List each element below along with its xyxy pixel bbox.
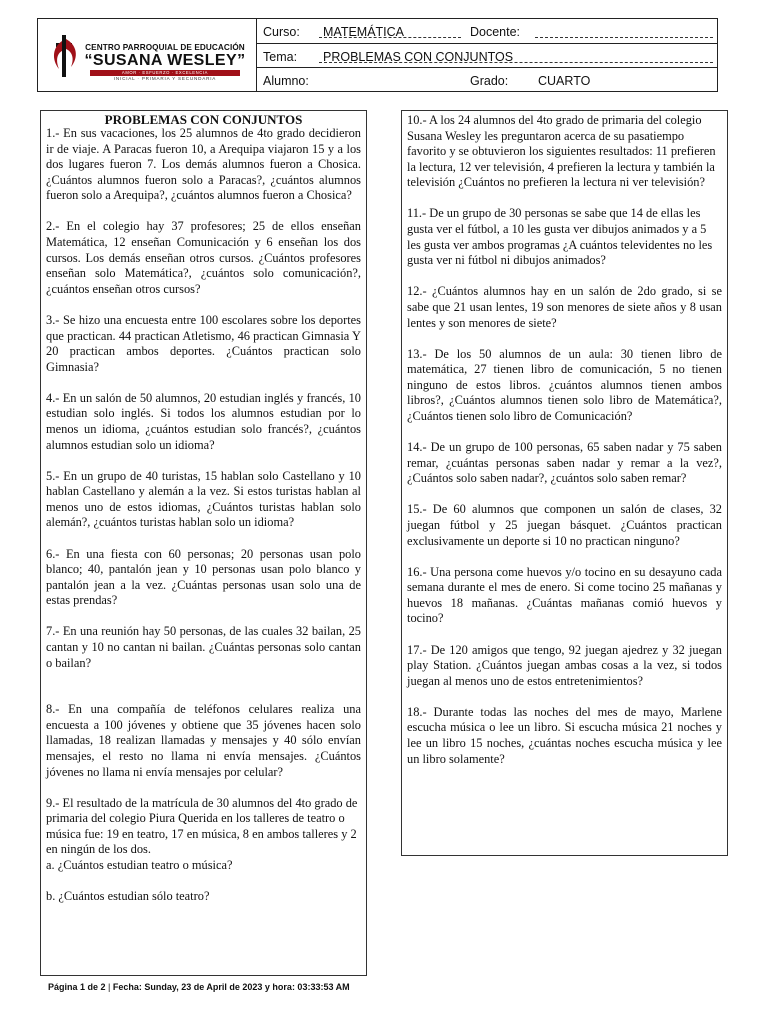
tema-value: PROBLEMAS CON CONJUNTOS xyxy=(323,49,514,64)
page-number: Página 1 de 2 xyxy=(48,982,106,992)
tema-label: Tema: xyxy=(263,49,298,64)
question-9 xyxy=(46,796,361,905)
question-3: 3.- Se hizo una encuesta entre 100 escolares sobre los deportes que practican. 44 practican Atletismo, 46 practican Gimnasia Y 20 practican ambos deportes. ¿Cuántos practican solo Gimnasia? xyxy=(46,312,361,374)
curso-underline xyxy=(319,37,461,38)
question-6: 6.- En una fiesta con 60 personas; 20 personas usan polo blanco; 40, pantalón jean y 10 personas usan polo blanco y pantalón jean a la vez. ¿Cuántas personas usan solo una de estas prendas? xyxy=(46,546,361,608)
school-levels: INICIAL · PRIMARIA Y SECUNDARIA xyxy=(113,76,217,81)
footer-separator: | xyxy=(105,982,113,992)
page-title: PROBLEMAS CON CONJUNTOS xyxy=(104,112,303,127)
school-name: “SUSANA WESLEY” xyxy=(84,52,246,69)
question-9-text: 9.- El resultado de la matrícula de 30 alumnos del 4to grado de primaria del colegio Piura Querida en los talleres de teatro o música fue: 19 en teatro, 17 en música, 8 en ambos talleres y 2 en ningún de los dos. xyxy=(46,795,358,857)
question-4: 4.- En un salón de 50 alumnos, 20 estudian inglés y francés, 10 estudian solo inglés. Si todos los alumnos estudian por lo menos un idioma, ¿cuántos estudian solo francés?, ¿cuántos alumnos estudian solo un idioma? xyxy=(46,390,361,452)
document-header xyxy=(37,18,718,92)
question-16: 16.- Una persona come huevos y/o tocino en su desayuno cada semana durante el mes de enero. Si come tocino 25 mañanas y huevos 18 mañanas. ¿Cuántas mañanas comió huevos y tocino? xyxy=(407,564,722,626)
question-17: 17.- De 120 amigos que tengo, 92 juegan ajedrez y 32 juegan play Station. ¿Cuántos juegan ambas cosas a la vez, si todos juegan al menos uno de estos entretenimientos? xyxy=(407,642,722,688)
left-column xyxy=(40,110,367,976)
school-logo xyxy=(38,19,257,91)
grado-label: Grado: xyxy=(470,74,509,88)
cross-flame-icon xyxy=(47,31,81,81)
school-motto: AMOR · ESFUERZO · EXCELENCIA xyxy=(90,70,240,76)
question-10: 10.- A los 24 alumnos del 4to grado de primaria del colegio Susana Wesley les preguntaron acerca de su pasatiempo favorito y se obtuvieron los siguientes resultados: 11 prefieren la lectura, 12 ver televisión, 4 prefieren la lectura y también la televisión ¿Cuántos no prefieren la lectura ni ver televisión? xyxy=(407,113,716,190)
page-footer xyxy=(48,982,350,992)
header-row-curso xyxy=(257,19,717,44)
curso-label: Curso: xyxy=(263,25,300,39)
question-9-b: b. ¿Cuántos estudian sólo teatro? xyxy=(46,889,210,904)
question-11: 11.- De un grupo de 30 personas se sabe que 14 de ellas les gusta ver el fútbol, a 10 les gusta ver dibujos animados y a 5 les gusta ver ambos programas ¿A cuántos televidentes no les gusta ver ni fútbol ni dibujos animados? xyxy=(407,206,713,268)
header-row-alumno xyxy=(257,68,717,93)
question-9-a: a. ¿Cuántos estudian teatro o música? xyxy=(46,858,233,873)
footer-date: Fecha: Sunday, 23 de April de 2023 y hora: 03:33:53 AM xyxy=(112,982,350,992)
grado-value: CUARTO xyxy=(538,74,591,88)
curso-value: MATEMÁTICA xyxy=(323,25,405,39)
tema-underline xyxy=(319,62,713,63)
question-7: 7.- En una reunión hay 50 personas, de las cuales 32 bailan, 25 cantan y 10 no cantan ni bailan. ¿Cuántas personas solo cantan o bailan? xyxy=(46,624,361,670)
question-13: 13.- De los 50 alumnos de un aula: 30 tienen libro de matemática, 27 tienen libro de comunicación, 5 no tienen ninguno de estos libros. ¿cuántos alumnos tienen ambos libros?, ¿Cuántos alumnos tienen solo libro de Matemática?, ¿Cuántos tienen solo libro de Comunicación? xyxy=(407,346,722,423)
question-12: 12.- ¿Cuántos alumnos hay en un salón de 2do grado, si se sabe que 21 usan lentes, 19 son menores de siete años y 8 usan lentes y son menores de siete? xyxy=(407,284,722,330)
alumno-label: Alumno: xyxy=(263,74,309,88)
question-5: 5.- En un grupo de 40 turistas, 15 hablan solo Castellano y 10 hablan Castellano y alemán a la vez. Si estos turistas hablan al menos uno de estos idiomas, ¿Cuántos turistas hablan solo alemán?, ¿cuántos turistas hablan solo un idioma? xyxy=(46,468,361,530)
right-column xyxy=(401,110,728,856)
question-8: 8.- En una compañía de teléfonos celulares realiza una encuesta a 100 jóvenes y obtiene que 35 jóvenes hacen solo llamadas, 18 realizan llamadas y mensajes y 40 sólo envían mensajes, el resto no llama ni envía mensajes. ¿Cuántos jóvenes no llama ni envía mensajes por celular? xyxy=(46,702,361,779)
question-2: 2.- En el colegio hay 37 profesores; 25 de ellos enseñan Matemática, 12 enseñan Comunicación y 6 enseñan los dos cursos. Los demás enseñan otros cursos. ¿Cuántos profesores enseñan solo Matemática?, ¿cuántos solo comunicación?, ¿cuántos enseñan otros cursos? xyxy=(46,219,361,296)
question-1: 1.- En sus vacaciones, los 25 alumnos de 4to grado decidieron ir de viaje. A Paracas fueron 10, a Arequipa viajaron 15 y a los dos lugares fueron 7. Los demás alumnos fueron a Chosica. ¿Cuántos alumnos fueron solo a Paracas?, ¿cuántos alumnos fueron solo a Arequipa?, ¿cuántos alumnos fueron a Chosica? xyxy=(46,126,361,203)
docente-label: Docente: xyxy=(470,25,521,39)
question-18: 18.- Durante todas las noches del mes de mayo, Marlene escucha música o lee un libro. Si escucha música 21 noches y lee un libro 15 noches, ¿cuántas noches escucha música y lee un libro solamente? xyxy=(407,704,722,766)
docente-field[interactable] xyxy=(535,37,713,38)
question-15: 15.- De 60 alumnos que componen un salón de clases, 32 juegan fútbol y 25 juegan básquet. ¿Cuántos practican exclusivamente un deporte si 10 no practican ninguno? xyxy=(407,502,722,548)
school-subtitle: CENTRO PARROQUIAL DE EDUCACIÓN xyxy=(85,43,245,52)
header-info xyxy=(257,19,717,91)
question-14: 14.- De un grupo de 100 personas, 65 saben nadar y 75 saben remar, ¿cuántas personas saben nadar y remar a la vez?, ¿Cuántos solo saben nadar?, ¿cuántos solo saben remar? xyxy=(407,440,722,486)
header-row-tema xyxy=(257,44,717,69)
